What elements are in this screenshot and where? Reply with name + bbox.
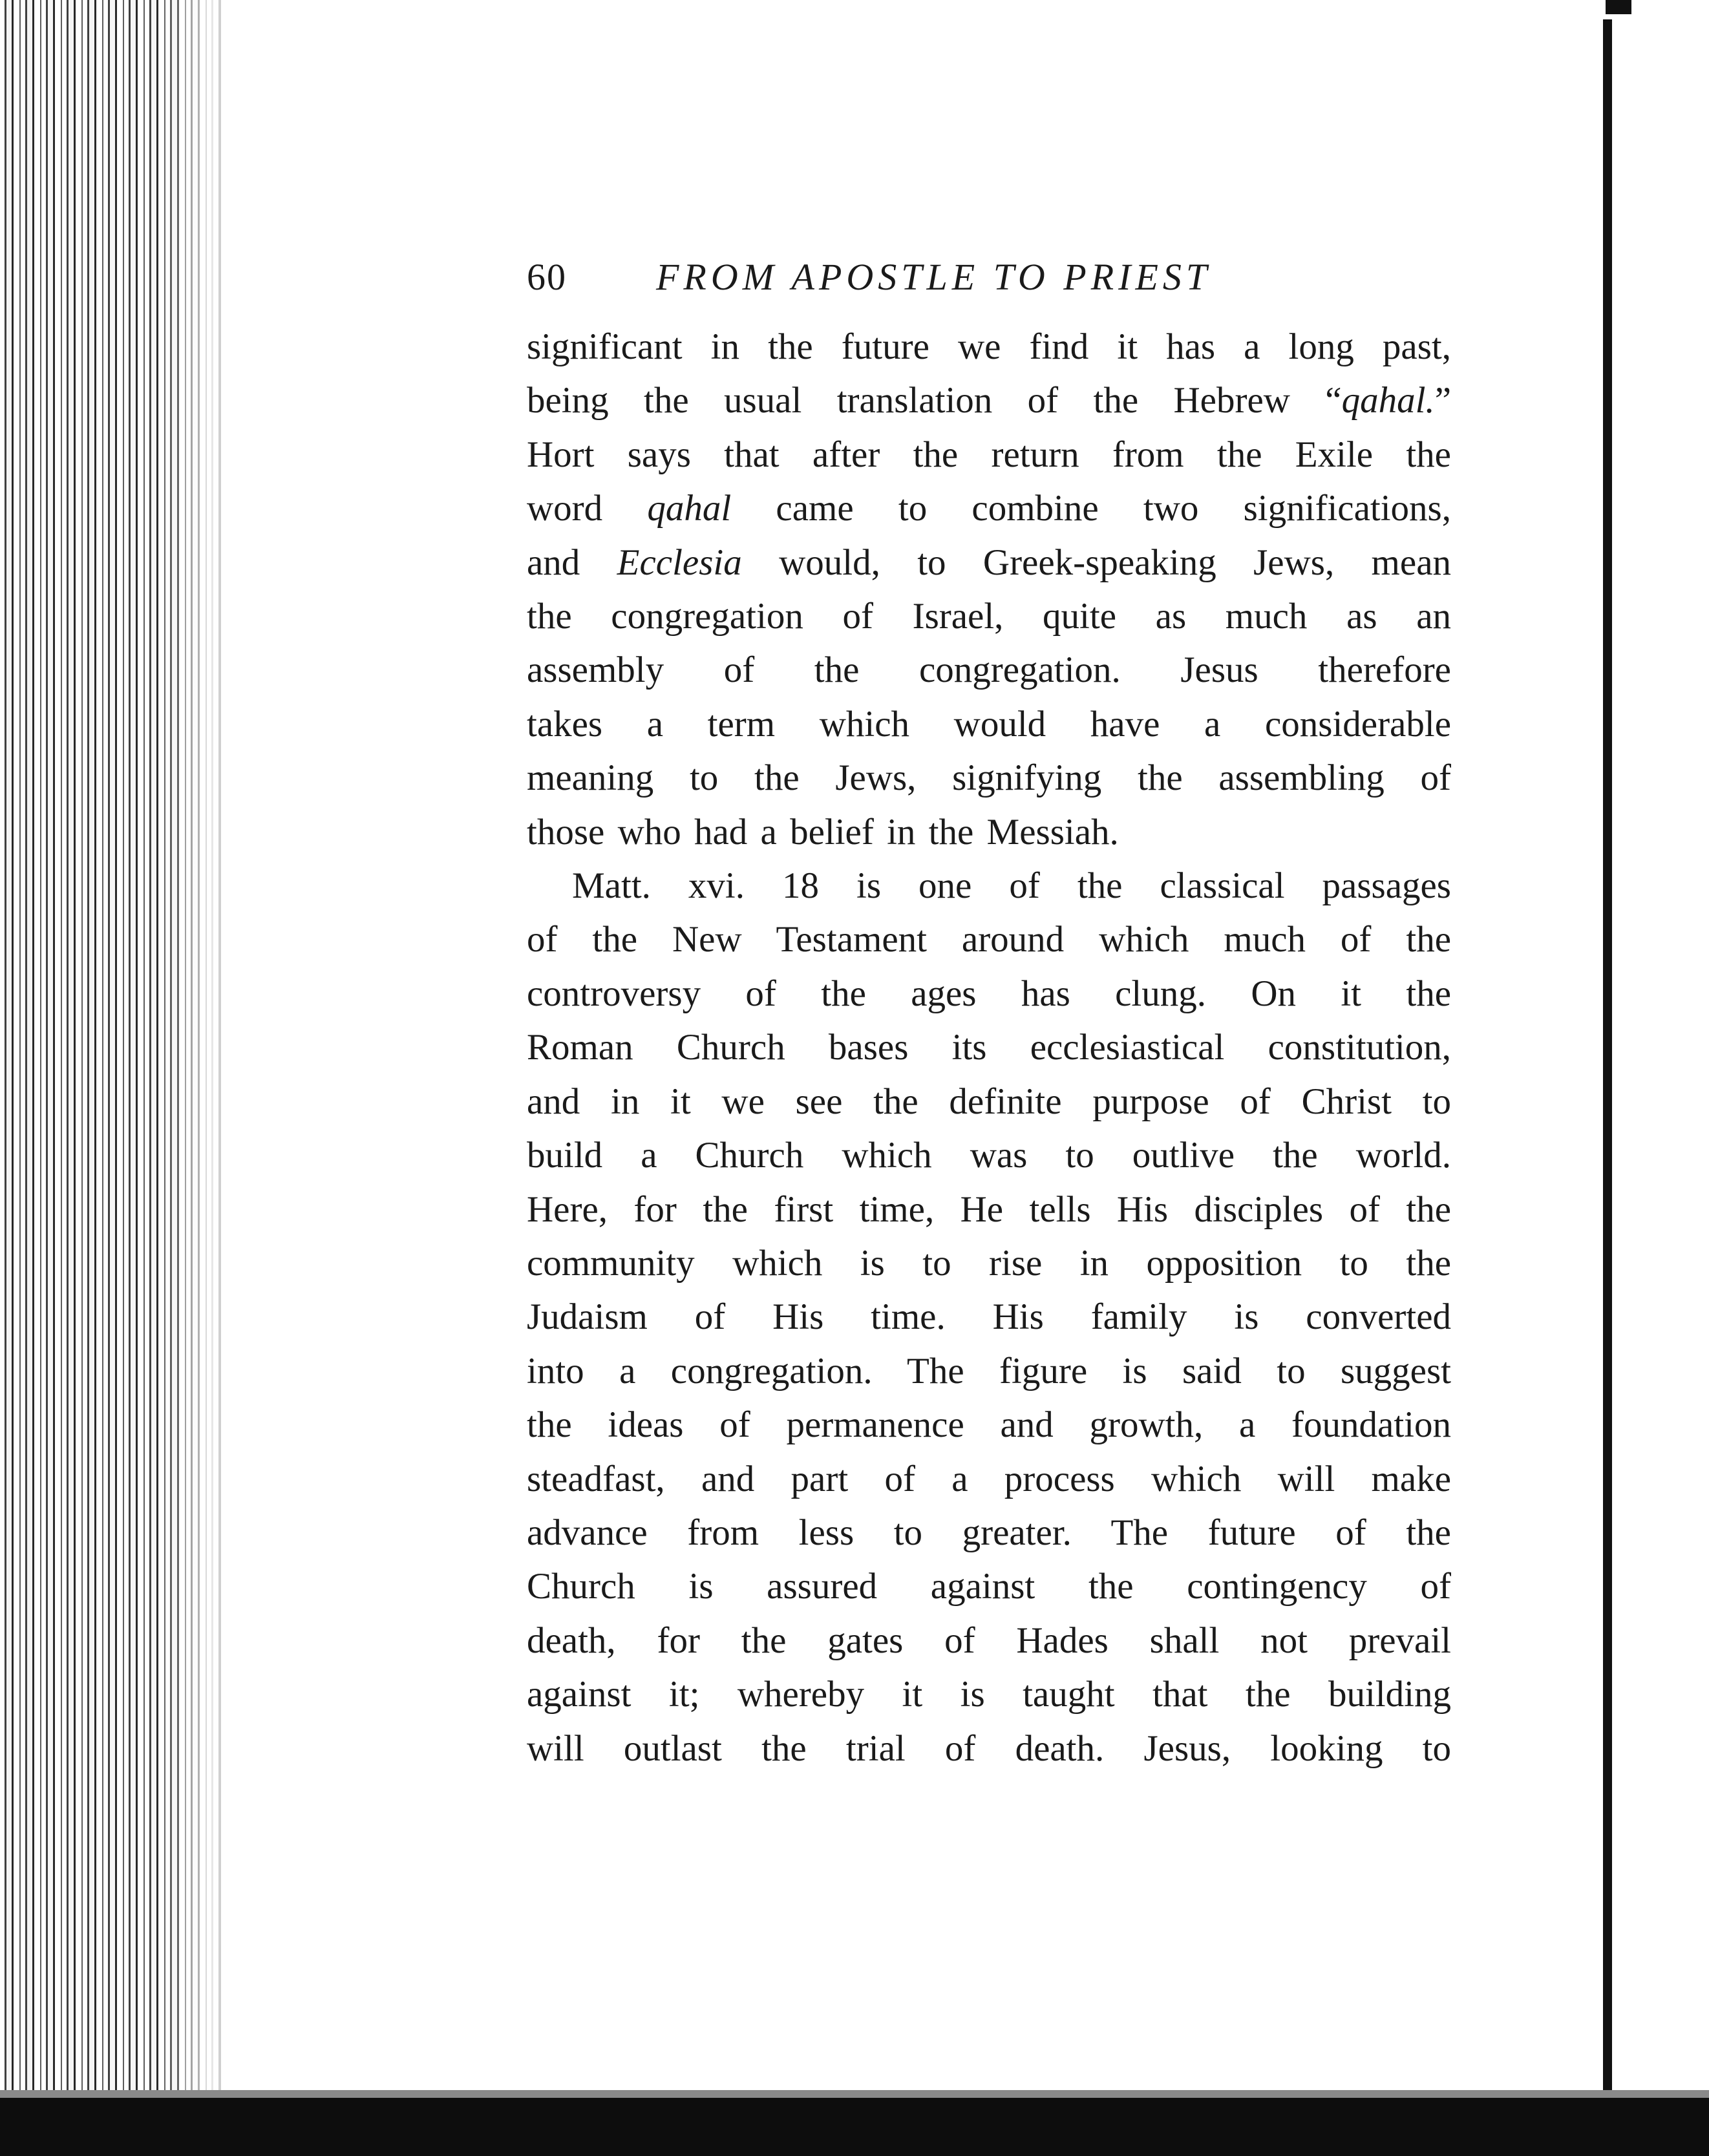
right-top-tick (1606, 0, 1631, 14)
bottom-shadow-line (0, 2090, 1709, 2098)
right-page-edge (1599, 0, 1709, 2156)
right-spine-bar (1603, 19, 1612, 2094)
text-line: Judaism of His time. His family is converted (527, 1296, 1451, 1338)
text-line: Church is assured against the contingency of (527, 1566, 1451, 1607)
italic-term: qahal (647, 488, 732, 529)
text-line: Roman Church bases its ecclesiastical constitution, (527, 1027, 1451, 1068)
italic-term: Ecclesia (617, 542, 742, 583)
text-line: community which is to rise in opposition to the (527, 1242, 1451, 1284)
page-number: 60 (527, 256, 567, 298)
text-line: meaning to the Jews, signifying the assembling of (527, 757, 1451, 799)
text-line: build a Church which was to outlive the world. (527, 1135, 1451, 1176)
text-line: Hort says that after the return from the Exile the (527, 434, 1451, 475)
running-head (527, 255, 1451, 307)
text-line: controversy of the ages has clung. On it the (527, 973, 1451, 1014)
text-line: assembly of the congregation. Jesus therefore (527, 650, 1451, 691)
page-text-block (527, 255, 1451, 1775)
text-line: Here, for the first time, He tells His disciples of the (527, 1189, 1451, 1230)
text-line: steadfast, and part of a process which will make (527, 1458, 1451, 1499)
text-line: Matt. xvi. 18 is one of the classical passages (572, 865, 1451, 907)
text-line: the congregation of Israel, quite as much as an (527, 596, 1451, 637)
bottom-dark-edge (0, 2098, 1709, 2156)
paragraph-1 (527, 320, 1451, 859)
italic-term: qahal. (1341, 380, 1435, 421)
text-line: significant in the future we find it has a long past, (527, 326, 1451, 367)
paragraph-2 (527, 859, 1451, 1775)
book-edge-fade (162, 0, 220, 2156)
text-line: will outlast the trial of death. Jesus, looking to (527, 1728, 1451, 1769)
running-title: FROM APOSTLE TO PRIEST (656, 256, 1212, 298)
text-line: and in it we see the definite purpose of Christ to (527, 1081, 1451, 1122)
text-line: of the New Testament around which much of the (527, 919, 1451, 960)
text-line: into a congregation. The figure is said to suggest (527, 1350, 1451, 1391)
text-line: and Ecclesia would, to Greek-speaking Jews, mean (527, 542, 1451, 583)
gutter-line (218, 0, 221, 2100)
text-line: takes a term which would have a considerable (527, 703, 1451, 745)
text-line: those who had a belief in the Messiah. (527, 811, 1119, 852)
text-line: against it; whereby it is taught that the building (527, 1674, 1451, 1715)
text-line: death, for the gates of Hades shall not prevail (527, 1620, 1451, 1661)
text-line: being the usual translation of the Hebrew “qahal.” (527, 380, 1451, 421)
text-line: advance from less to greater. The future of the (527, 1512, 1451, 1553)
text-line: word qahal came to combine two significations, (527, 488, 1451, 529)
text-line: the ideas of permanence and growth, a foundation (527, 1404, 1451, 1446)
